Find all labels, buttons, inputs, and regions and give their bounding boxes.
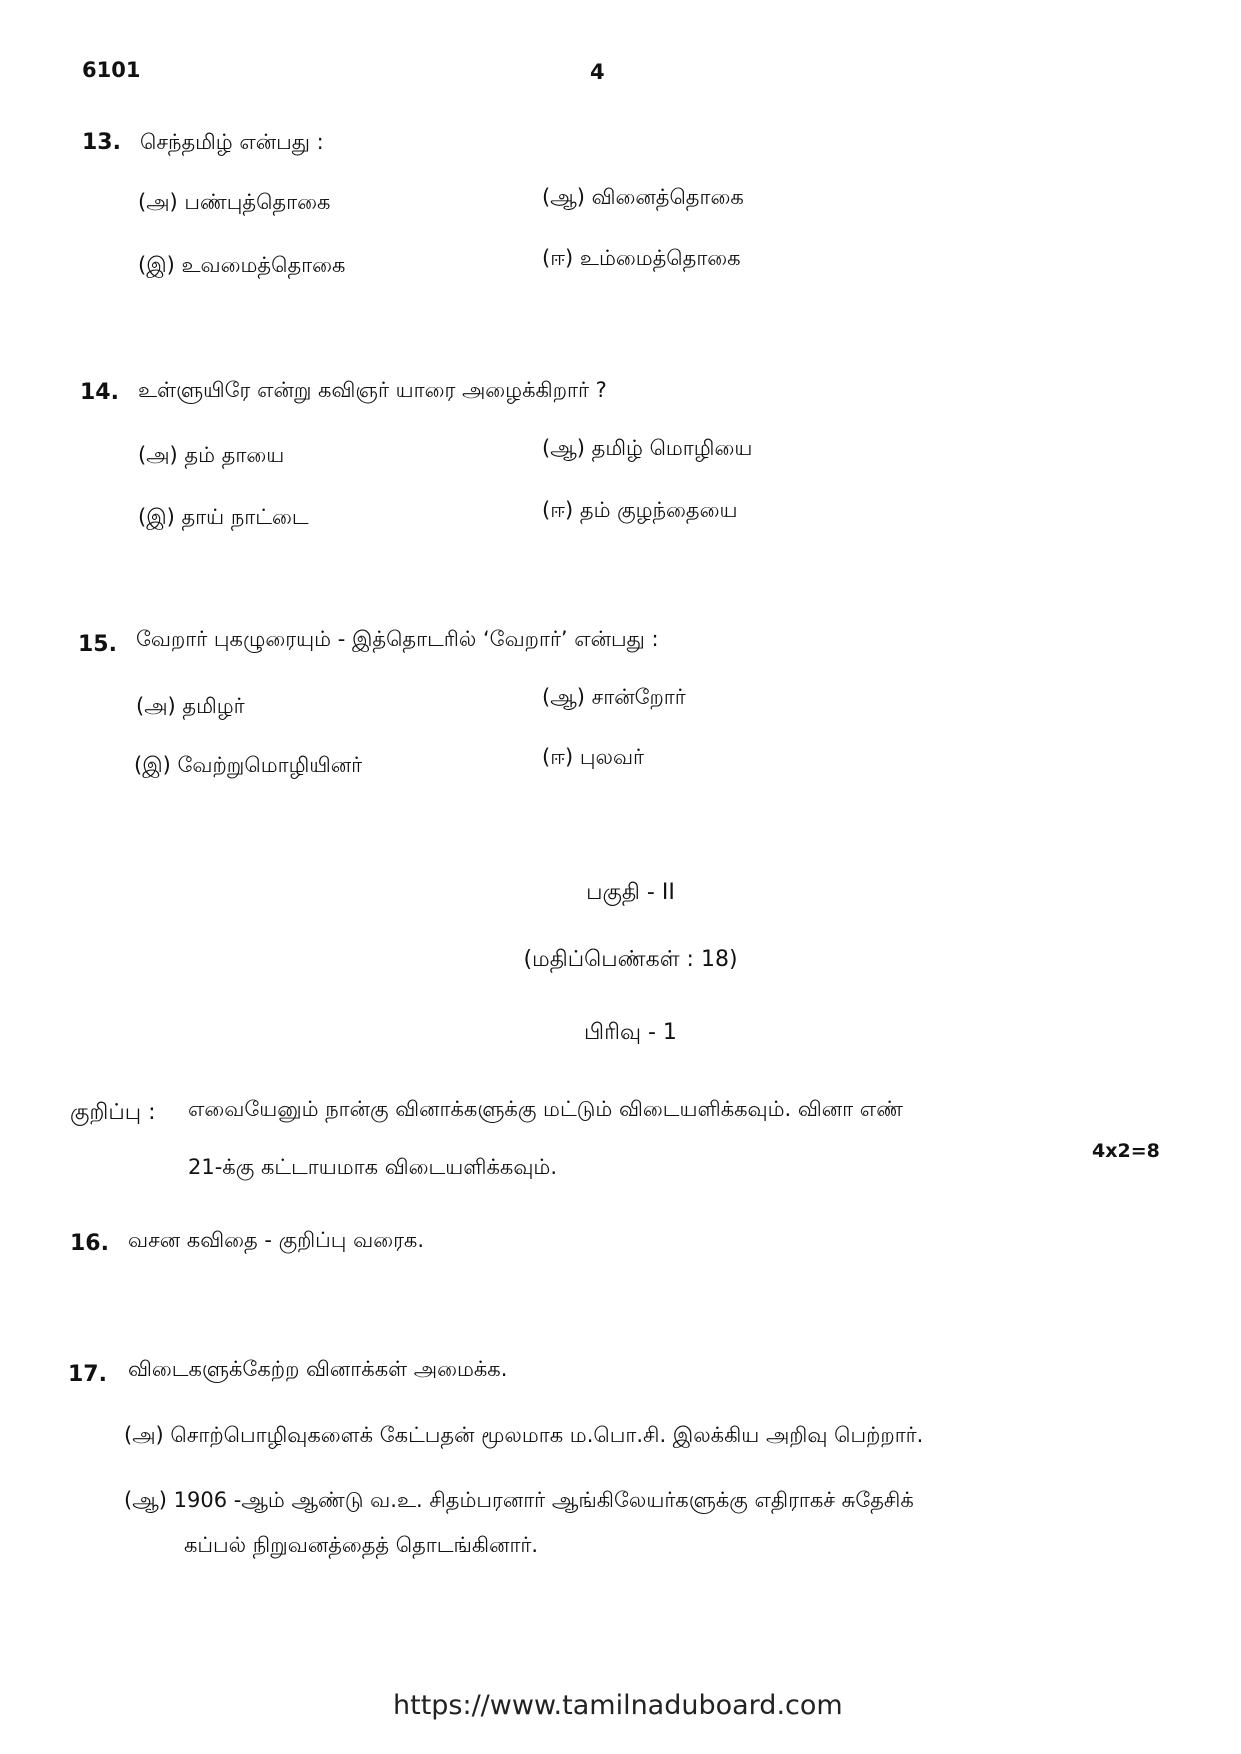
option-label: (ஈ) xyxy=(542,498,574,522)
option-d xyxy=(542,745,644,772)
option-label: (ஈ) xyxy=(542,246,574,270)
option-text: தம் குழந்தையை xyxy=(579,498,738,522)
option-a xyxy=(124,1423,923,1450)
question-text: வசன கவிதை - குறிப்பு வரைக. xyxy=(128,1228,425,1252)
option-text: தமிழர் xyxy=(182,694,245,718)
option-b-continuation: கப்பல் நிறுவனத்தைத் தொடங்கினார். xyxy=(184,1533,539,1557)
option-text: சான்றோர் xyxy=(591,685,686,709)
option-b xyxy=(542,436,752,463)
question-number: 14. xyxy=(80,380,119,405)
section-marks: (மதிப்பெண்கள் : 18) xyxy=(523,947,738,972)
option-text: சொற்பொழிவுகளைக் கேட்பதன் மூலமாக ம.பொ.சி. இலக்கிய அறிவு பெற்றார். xyxy=(170,1423,924,1447)
question-text: வேறார் புகழுரையும் - இத்தொடரில் ‘வேறார்’ என்பது : xyxy=(136,627,659,651)
option-label: (ஆ) xyxy=(542,436,585,460)
section-part: பகுதி - II xyxy=(586,880,675,905)
option-text: தமிழ் மொழியை xyxy=(591,436,753,460)
option-text: வினைத்தொகை xyxy=(591,185,744,209)
option-label: (ஆ) xyxy=(542,185,585,209)
option-label: (ஆ) xyxy=(542,685,585,709)
option-label: (அ) xyxy=(124,1423,164,1447)
question-number: 17. xyxy=(68,1362,107,1387)
option-d xyxy=(542,498,737,525)
option-text: தம் தாயை xyxy=(184,443,285,467)
option-text: உம்மைத்தொகை xyxy=(579,246,741,270)
option-d xyxy=(542,246,741,273)
question-number: 16. xyxy=(70,1231,109,1256)
note-line-1: எவையேனும் நான்கு வினாக்களுக்கு மட்டும் விடையளிக்கவும். வினா எண் xyxy=(188,1097,903,1121)
footer-url[interactable]: https://www.tamilnaduboard.com xyxy=(393,1690,843,1721)
option-label: (அ) xyxy=(136,694,176,718)
page-number: 4 xyxy=(590,60,605,84)
option-label: (ஈ) xyxy=(542,745,574,769)
option-a xyxy=(138,443,284,470)
option-label: (இ) xyxy=(138,253,175,277)
option-label: (ஆ) xyxy=(124,1488,167,1512)
option-a xyxy=(138,190,330,217)
option-c xyxy=(138,505,309,532)
question-number: 15. xyxy=(78,632,117,657)
option-label: (அ) xyxy=(138,443,178,467)
question-text: உள்ளுயிரே என்று கவிஞர் யாரை அழைக்கிறார் ? xyxy=(138,378,607,402)
option-text: பண்புத்தொகை xyxy=(184,190,331,214)
option-text: வேற்றுமொழியினர் xyxy=(177,753,363,777)
option-text: உவமைத்தொகை xyxy=(181,253,346,277)
option-label: (இ) xyxy=(138,505,175,529)
question-text: செந்தமிழ் என்பது : xyxy=(140,130,324,154)
option-text: 1906 -ஆம் ஆண்டு வ.உ. சிதம்பரனார் ஆங்கிலேயர்களுக்கு எதிராகச் சுதேசிக் xyxy=(173,1488,914,1512)
option-b xyxy=(542,685,686,712)
marks-formula: 4x2=8 xyxy=(1092,1140,1160,1162)
note-line-2: 21-க்கு கட்டாயமாக விடையளிக்கவும். xyxy=(188,1155,557,1179)
option-b xyxy=(124,1488,914,1515)
question-number: 13. xyxy=(82,130,121,155)
option-b xyxy=(542,185,744,212)
paper-code: 6101 xyxy=(82,58,141,82)
note-label: குறிப்பு : xyxy=(70,1100,156,1125)
option-text: தாய் நாட்டை xyxy=(181,505,309,529)
option-label: (இ) xyxy=(134,753,171,777)
option-label: (அ) xyxy=(138,190,178,214)
section-division: பிரிவு - 1 xyxy=(584,1020,677,1045)
question-text: விடைகளுக்கேற்ற வினாக்கள் அமைக்க. xyxy=(128,1357,508,1381)
option-c xyxy=(138,253,345,280)
option-a xyxy=(136,694,245,721)
option-c xyxy=(134,753,362,780)
option-text: புலவர் xyxy=(579,745,645,769)
